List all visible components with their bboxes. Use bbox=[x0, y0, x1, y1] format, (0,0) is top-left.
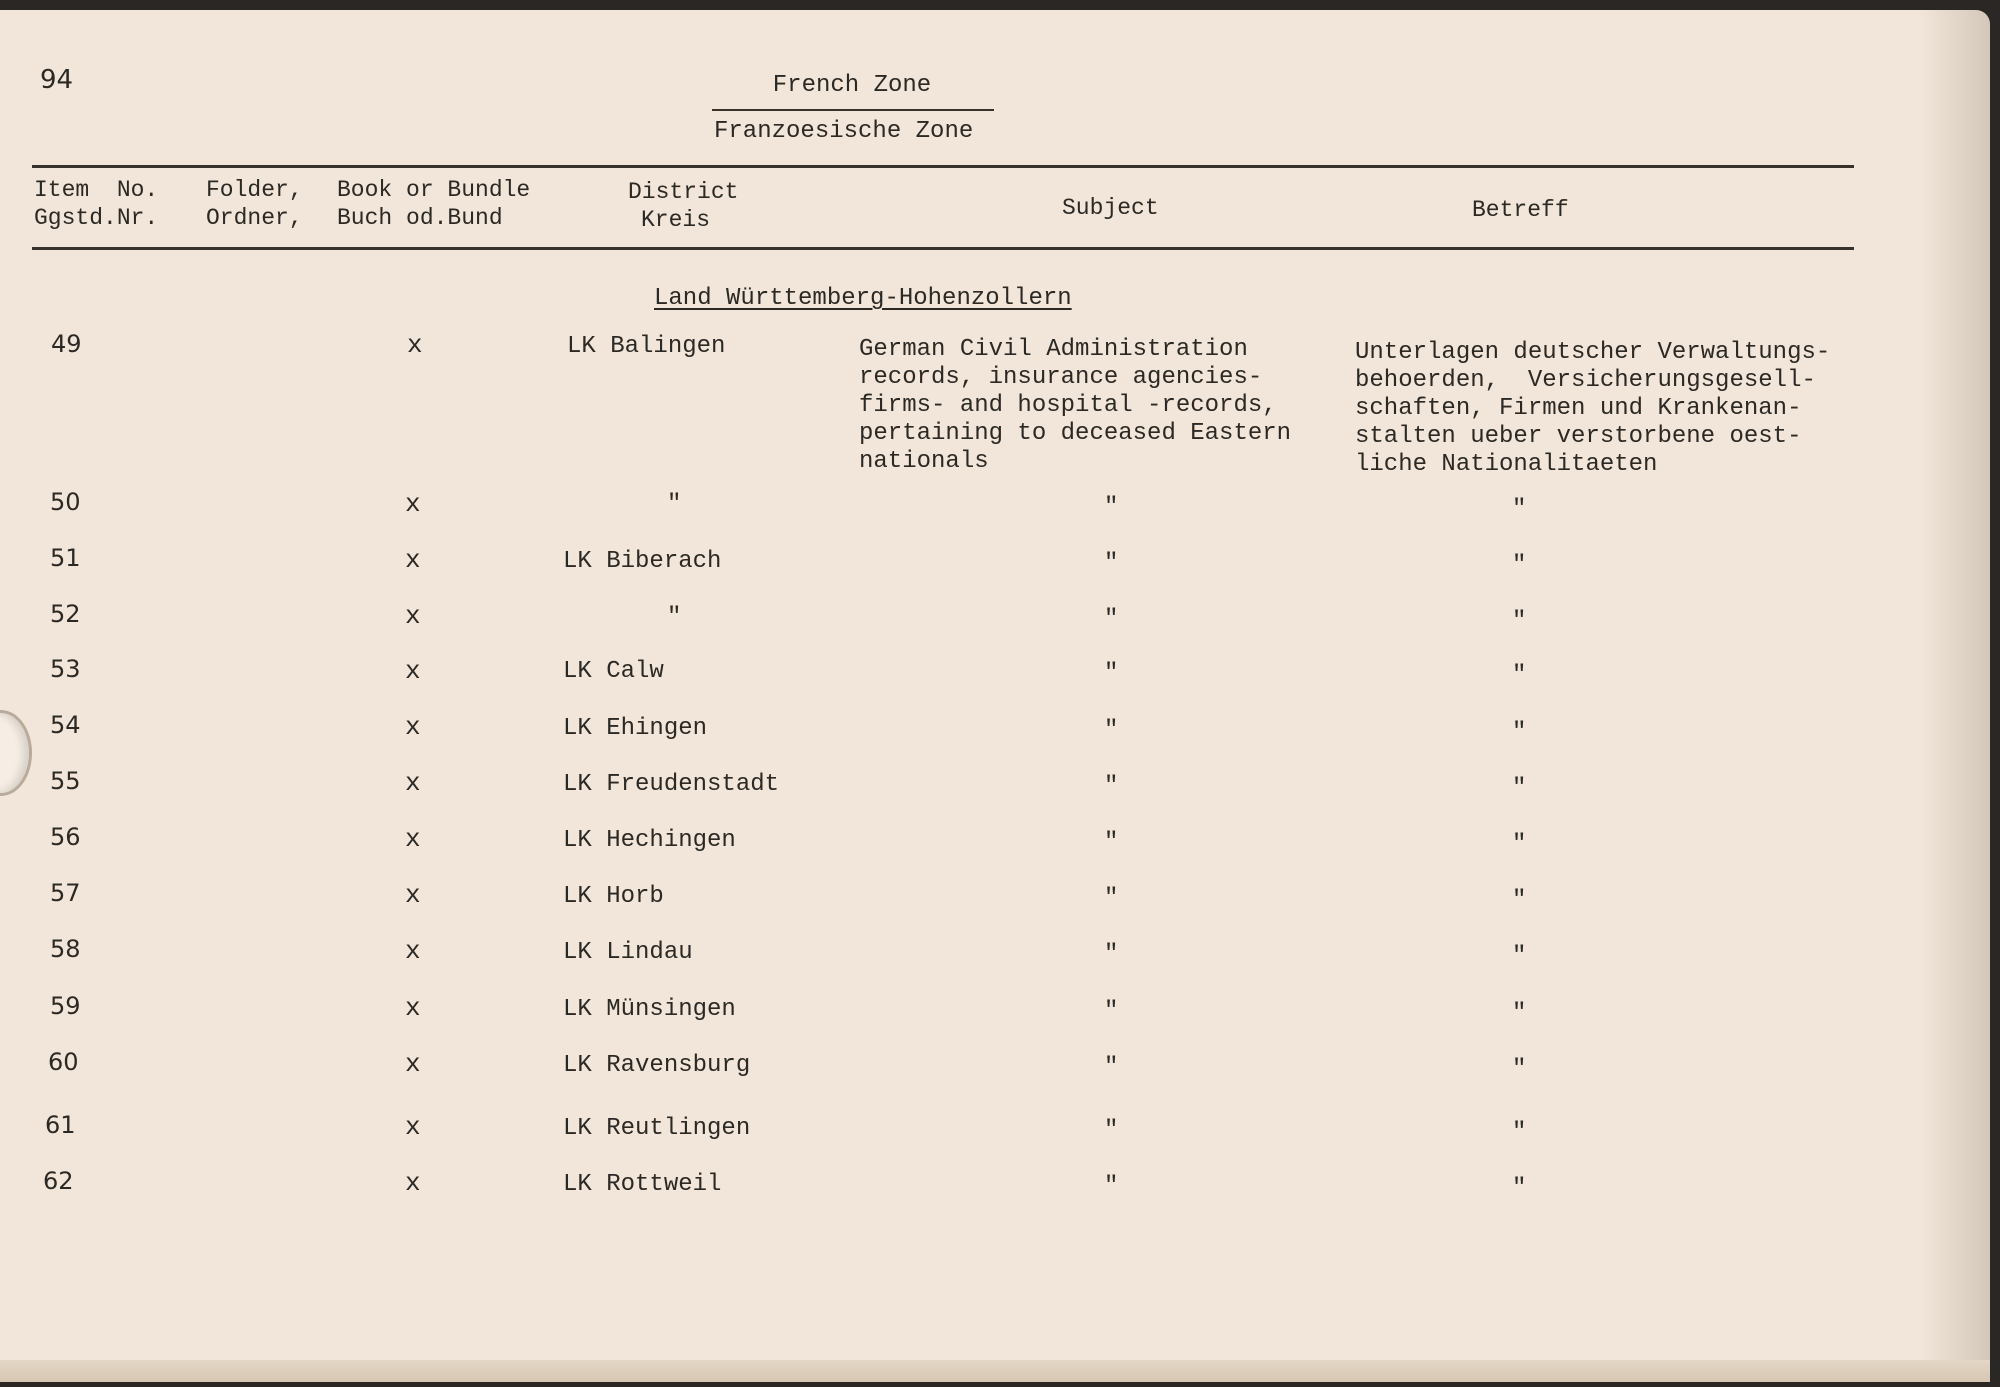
book-mark: x bbox=[405, 601, 421, 631]
item-number: 62 bbox=[43, 1167, 74, 1195]
subject-ditto: " bbox=[1104, 773, 1119, 800]
title-german: Franzoesische Zone bbox=[714, 118, 974, 145]
betreff-ditto: " bbox=[1512, 1000, 1527, 1027]
betreff-ditto: " bbox=[1512, 608, 1527, 635]
col-header-subject: Subject bbox=[1062, 195, 1159, 221]
betreff-line: schaften, Firmen und Krankenan- bbox=[1355, 395, 1802, 422]
betreff-ditto: " bbox=[1512, 831, 1527, 858]
subject-line: firms- and hospital -records, bbox=[859, 392, 1277, 419]
district-name: LK Lindau bbox=[563, 939, 693, 966]
betreff-ditto: " bbox=[1512, 662, 1527, 689]
page-bottom-edge bbox=[0, 1360, 1990, 1382]
title-english: French Zone bbox=[772, 72, 932, 99]
header-bottom-rule bbox=[32, 247, 1854, 250]
district-name: LK Freudenstadt bbox=[563, 771, 780, 798]
district-ditto: " bbox=[667, 604, 682, 631]
subject-line: records, insurance agencies- bbox=[859, 364, 1263, 391]
subject-ditto: " bbox=[1104, 1054, 1119, 1081]
district-ditto: " bbox=[667, 491, 682, 518]
betreff-ditto: " bbox=[1512, 1056, 1527, 1083]
col-header-betreff: Betreff bbox=[1472, 197, 1569, 223]
item-number: 59 bbox=[50, 992, 81, 1020]
book-mark: x bbox=[405, 656, 421, 686]
betreff-ditto: " bbox=[1512, 943, 1527, 970]
subject-ditto: " bbox=[1104, 829, 1119, 856]
item-number: 51 bbox=[50, 544, 81, 572]
subject-ditto: " bbox=[1104, 550, 1119, 577]
district-name: LK Hechingen bbox=[563, 827, 736, 854]
district-name: LK Münsingen bbox=[563, 996, 736, 1023]
col-header-book-line1: Book or Bundle bbox=[337, 177, 531, 203]
col-header-item-line1: Item No. bbox=[34, 177, 159, 203]
item-number: 52 bbox=[50, 600, 81, 628]
subject-line: German Civil Administration bbox=[859, 336, 1248, 363]
item-number: 49 bbox=[51, 330, 82, 358]
item-number: 60 bbox=[48, 1048, 79, 1076]
subject-ditto: " bbox=[1104, 717, 1119, 744]
subject-ditto: " bbox=[1104, 1173, 1119, 1200]
subject-ditto: " bbox=[1104, 1117, 1119, 1144]
betreff-ditto: " bbox=[1512, 719, 1527, 746]
betreff-ditto: " bbox=[1512, 775, 1527, 802]
subject-ditto: " bbox=[1104, 660, 1119, 687]
book-mark: x bbox=[405, 712, 421, 742]
betreff-ditto: " bbox=[1512, 1175, 1527, 1202]
title-underline bbox=[712, 109, 994, 111]
subject-line: nationals bbox=[859, 448, 989, 475]
district-name: LK Calw bbox=[563, 658, 664, 685]
subject-ditto: " bbox=[1104, 998, 1119, 1025]
document-page bbox=[0, 10, 1990, 1382]
betreff-line: liche Nationalitaeten bbox=[1355, 451, 1658, 478]
betreff-line: behoerden, Versicherungsgesell- bbox=[1355, 367, 1816, 394]
item-number: 54 bbox=[50, 711, 81, 739]
district-name: LK Ravensburg bbox=[563, 1052, 751, 1079]
book-mark: x bbox=[405, 768, 421, 798]
district-name: LK Reutlingen bbox=[563, 1115, 751, 1142]
book-mark: x bbox=[405, 824, 421, 854]
item-number: 57 bbox=[50, 879, 81, 907]
book-mark: x bbox=[405, 545, 421, 575]
item-number: 61 bbox=[45, 1111, 76, 1139]
book-mark: x bbox=[405, 880, 421, 910]
item-number: 58 bbox=[50, 935, 81, 963]
item-number: 56 bbox=[50, 823, 81, 851]
col-header-folder-line1: Folder, bbox=[206, 177, 303, 203]
betreff-line: Unterlagen deutscher Verwaltungs- bbox=[1355, 339, 1831, 366]
binding-hole bbox=[0, 710, 32, 796]
betreff-ditto: " bbox=[1512, 496, 1527, 523]
subject-ditto: " bbox=[1104, 885, 1119, 912]
subject-line: pertaining to deceased Eastern bbox=[859, 420, 1292, 447]
page-edge-shadow bbox=[1920, 10, 1990, 1382]
district-name: LK Biberach bbox=[563, 548, 722, 575]
header-top-rule bbox=[32, 165, 1854, 168]
subject-ditto: " bbox=[1104, 941, 1119, 968]
betreff-ditto: " bbox=[1512, 887, 1527, 914]
subject-ditto: " bbox=[1104, 606, 1119, 633]
page-number: 94 bbox=[40, 65, 74, 95]
district-name: LK Horb bbox=[563, 883, 664, 910]
district-name: LK Ehingen bbox=[563, 715, 708, 742]
betreff-ditto: " bbox=[1512, 552, 1527, 579]
item-number: 55 bbox=[50, 767, 81, 795]
col-header-folder-line2: Ordner, bbox=[206, 205, 303, 231]
item-number: 50 bbox=[50, 488, 81, 516]
col-header-item-line2: Ggstd.Nr. bbox=[34, 205, 159, 231]
col-header-district-line2: Kreis bbox=[641, 207, 711, 233]
book-mark: x bbox=[407, 330, 423, 360]
betreff-ditto: " bbox=[1512, 1119, 1527, 1146]
book-mark: x bbox=[405, 1168, 421, 1198]
betreff-line: stalten ueber verstorbene oest- bbox=[1355, 423, 1802, 450]
book-mark: x bbox=[405, 1049, 421, 1079]
section-title: Land Württemberg-Hohenzollern bbox=[654, 285, 1072, 312]
subject-ditto: " bbox=[1104, 494, 1119, 521]
book-mark: x bbox=[405, 993, 421, 1023]
col-header-book-line2: Buch od.Bund bbox=[337, 205, 503, 231]
col-header-district-line1: District bbox=[628, 179, 739, 205]
district-name: LK Balingen bbox=[567, 333, 726, 360]
item-number: 53 bbox=[50, 655, 81, 683]
district-name: LK Rottweil bbox=[563, 1171, 722, 1198]
book-mark: x bbox=[405, 936, 421, 966]
book-mark: x bbox=[405, 1112, 421, 1142]
book-mark: x bbox=[405, 489, 421, 519]
